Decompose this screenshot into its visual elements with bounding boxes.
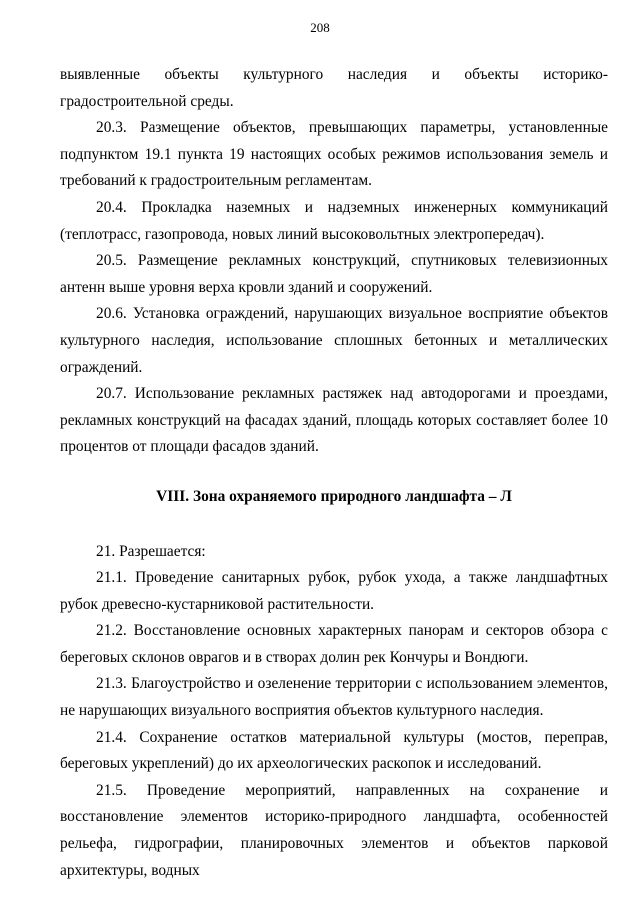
paragraph-20-3: 20.3. Размещение объектов, превышающих параметры, установленные подпунктом 19.1 пункта 19 настоящих особых режимов использования земель и требований к градостроительным регламентам. [60, 119, 608, 190]
paragraph-21-4: 21.4. Сохранение остатков материальной культуры (мостов, переправ, береговых укреплений) до их археологических раскопок и исследований. [60, 728, 608, 773]
paragraph-21-5: 21.5. Проведение мероприятий, направленных на сохранение и восстановление элементов историко-природного ландшафта, особенностей рельефа, гидрографии, планировочных элементов и объектов парковой архитектуры, водных [60, 781, 608, 879]
page-number: 208 [310, 20, 330, 35]
paragraph-21-2: 21.2. Восстановление основных характерных панорам и секторов обзора с береговых склонов оврагов и в створах долин рек Кончуры и Вондюги. [60, 622, 608, 666]
paragraph-21-3: 21.3. Благоустройство и озеленение территории с использованием элементов, не нарушающих визуального восприятия объектов культурного наследия. [60, 675, 608, 720]
paragraph-21: 21. Разрешается: [96, 542, 206, 560]
paragraph-20-6: 20.6. Установка ограждений, нарушающих визуальное восприятие объектов культурного наследия, использование сплошных бетонных и металлических ограждений. [60, 305, 608, 376]
paragraph-20-7: 20.7. Использование рекламных растяжек над автодорогами и проездами, рекламных конструкций на фасадах зданий, площадь которых составляет более 10 процентов от площади фасадов зданий. [60, 385, 608, 456]
paragraph-20-5: 20.5. Размещение рекламных конструкций, спутниковых телевизионных антенн выше уровня верха кровли зданий и сооружений. [60, 252, 608, 296]
paragraph-20-4: 20.4. Прокладка наземных и надземных инженерных коммуникаций (теплотрасс, газопровода, новых линий высоковольтных электропередач). [60, 198, 608, 243]
section-heading: VIII. Зона охраняемого природного ландшафта – Л [156, 487, 512, 505]
paragraph-continuation: выявленные объекты культурного наследия и объекты историко-градостроительной среды. [60, 66, 608, 110]
paragraph-21-1: 21.1. Проведение санитарных рубок, рубок ухода, а также ландшафтных рубок древесно-кустарниковой растительности. [60, 569, 608, 613]
document-body [60, 62, 608, 884]
